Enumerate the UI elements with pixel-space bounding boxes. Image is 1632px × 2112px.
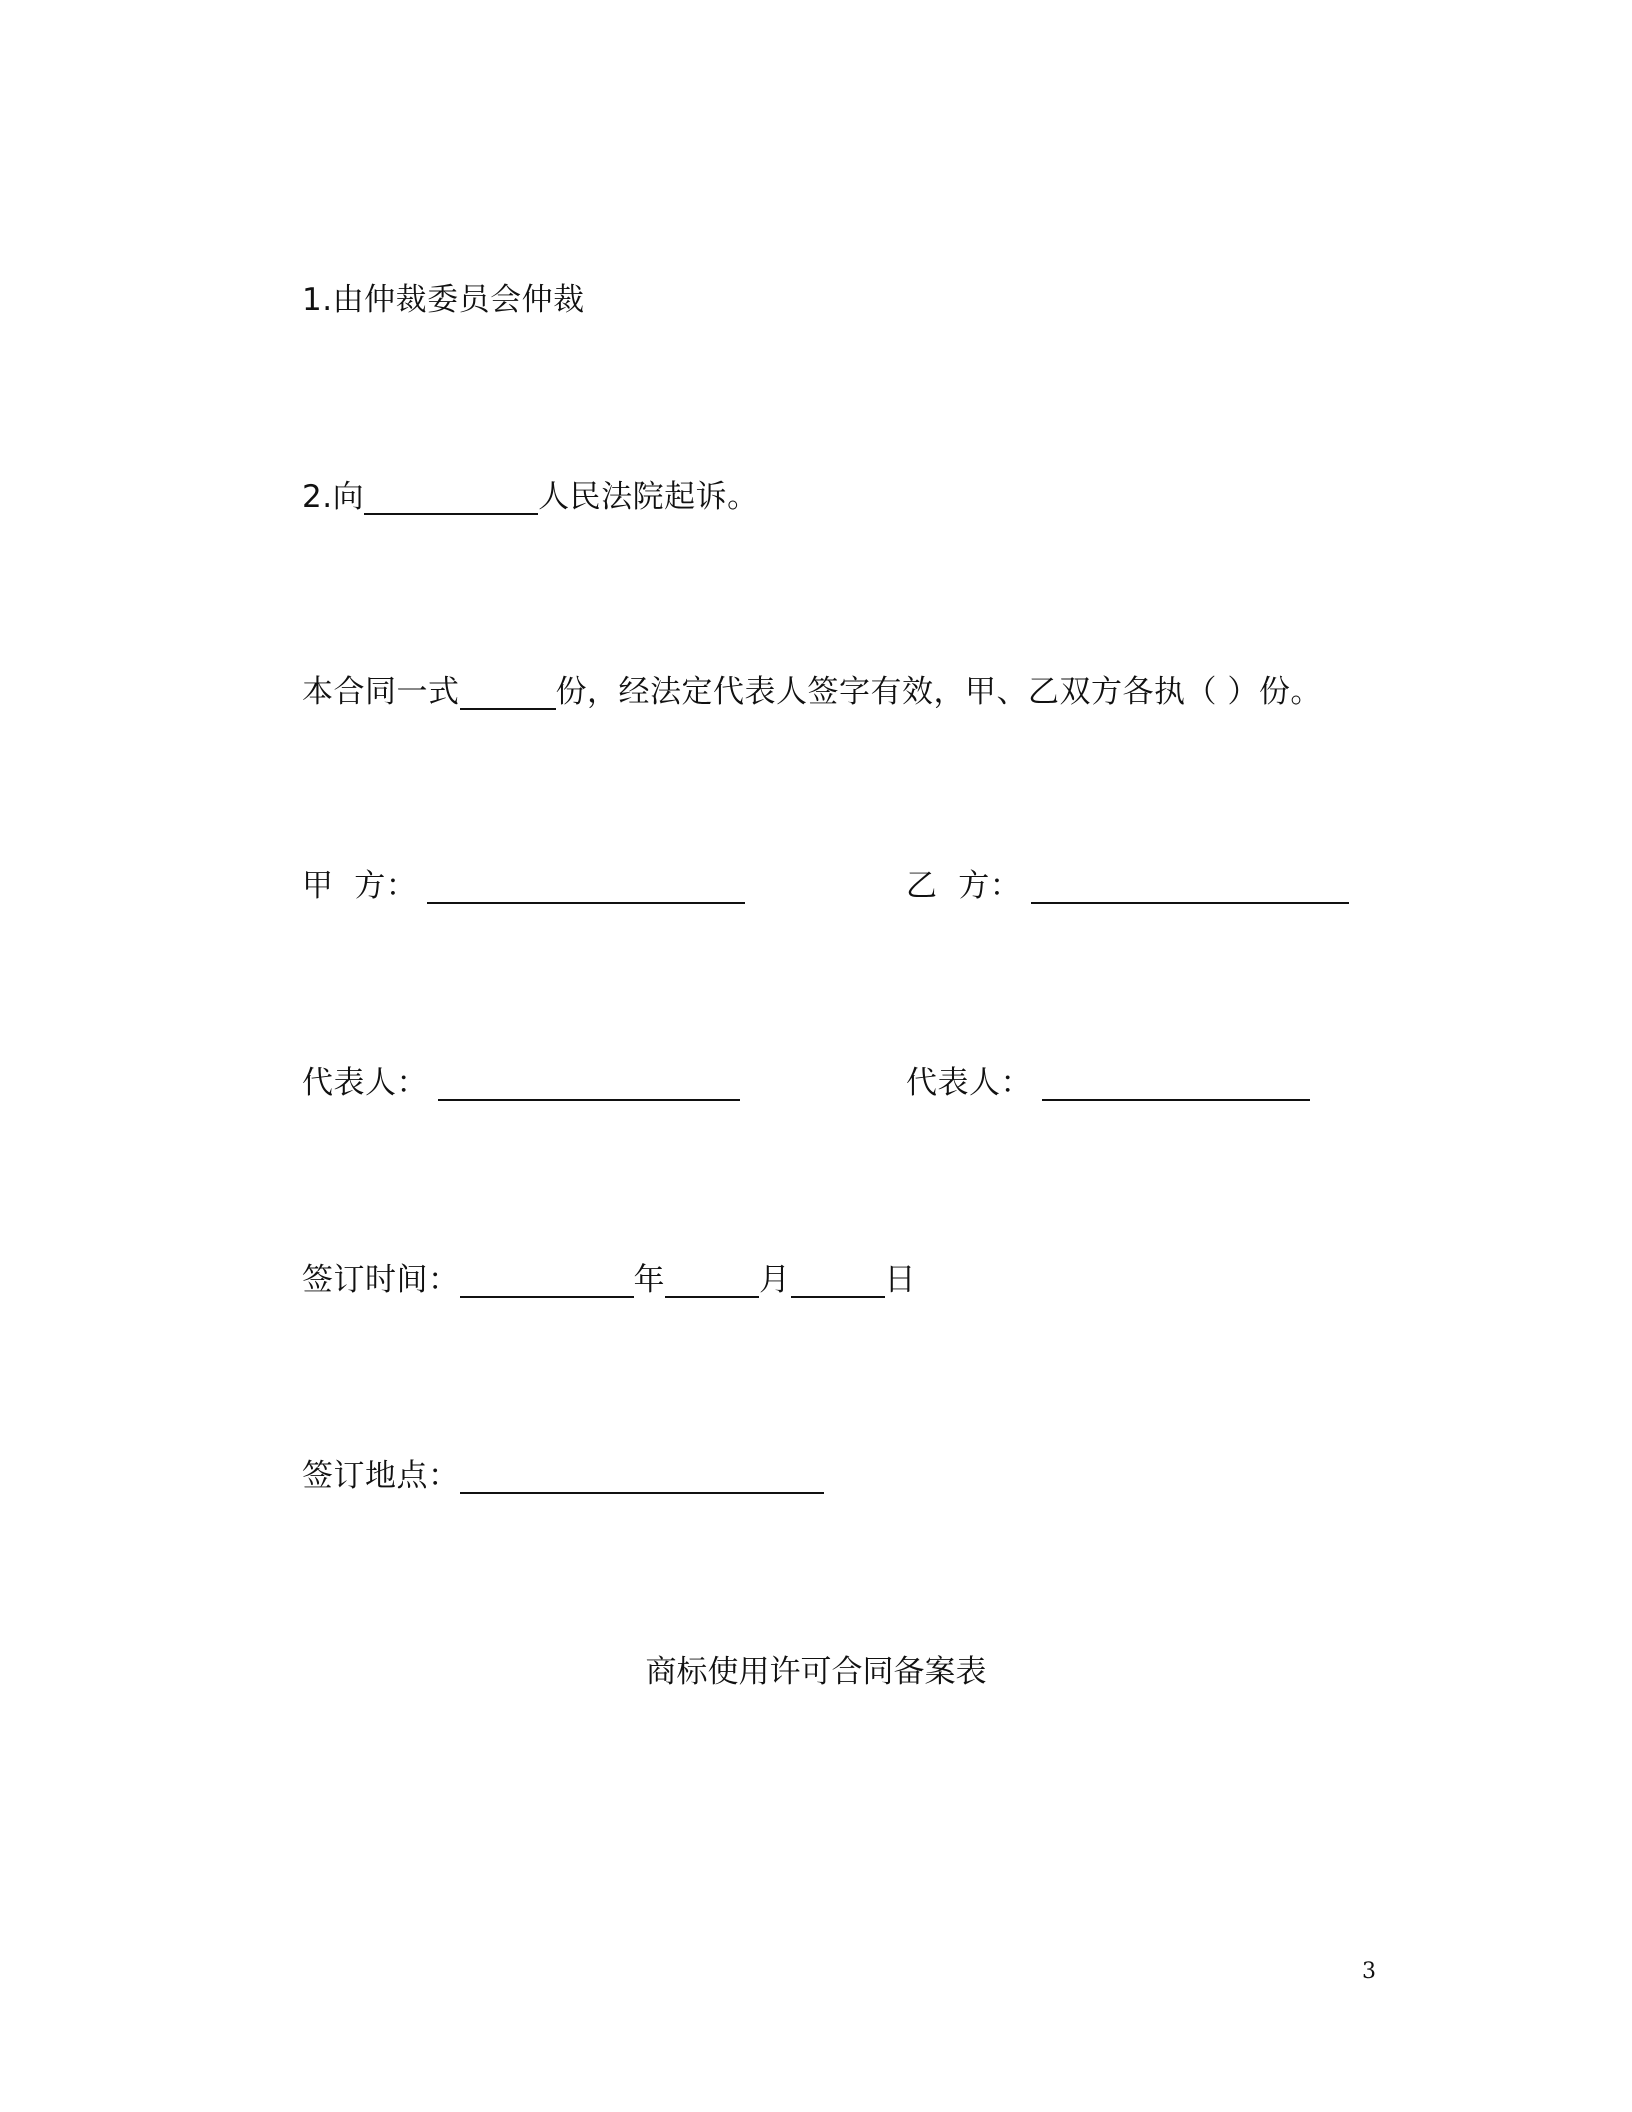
copies-count-blank[interactable] [460, 676, 556, 710]
party-a-row [302, 866, 745, 906]
arbitration-clause-text: 1.由仲裁委员会仲裁 [302, 282, 585, 318]
month-label: 月 [759, 1262, 791, 1298]
year-blank[interactable] [460, 1264, 634, 1298]
month-blank[interactable] [665, 1264, 759, 1298]
rep-a-blank[interactable] [438, 1067, 740, 1101]
party-b-row [906, 866, 1349, 906]
rep-a-row [302, 1063, 740, 1103]
rep-a-label: 代表人： [302, 1065, 428, 1101]
copies-clause-suffix: 份，经法定代表人签字有效，甲、乙双方各执（ ）份。 [555, 674, 1322, 710]
party-a-blank[interactable] [427, 870, 745, 904]
signing-place-blank[interactable] [460, 1460, 824, 1494]
arbitration-clause [302, 280, 585, 320]
court-name-blank[interactable] [364, 481, 538, 515]
court-clause [302, 477, 759, 517]
court-clause-suffix: 人民法院起诉。 [538, 479, 759, 515]
signing-place-label: 签订地点： [302, 1458, 460, 1494]
form-title: 商标使用许可合同备案表 [645, 1654, 987, 1690]
copies-clause [302, 672, 1322, 712]
court-clause-prefix: 2.向 [302, 479, 365, 515]
page-number: 3 [1362, 1959, 1376, 1984]
rep-b-blank[interactable] [1042, 1067, 1310, 1101]
day-label: 日 [884, 1262, 916, 1298]
rep-b-row [906, 1063, 1310, 1103]
signing-date-row [302, 1260, 916, 1300]
party-b-label: 乙 方： [906, 868, 1022, 904]
rep-b-label: 代表人： [906, 1065, 1032, 1101]
day-blank[interactable] [791, 1264, 885, 1298]
signing-date-label: 签订时间： [302, 1262, 460, 1298]
party-a-label: 甲 方： [302, 868, 418, 904]
signing-place-row [302, 1456, 824, 1496]
year-label: 年 [633, 1262, 665, 1298]
party-b-blank[interactable] [1031, 870, 1349, 904]
copies-clause-prefix: 本合同一式 [302, 674, 460, 710]
